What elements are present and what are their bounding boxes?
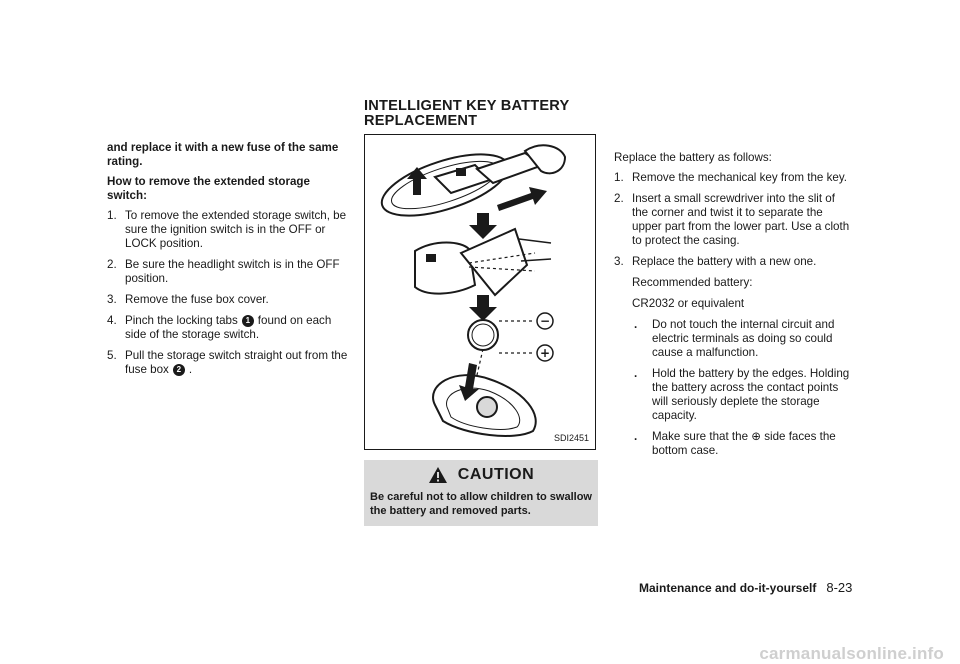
battery-replacement-figure xyxy=(364,134,596,450)
list-item xyxy=(634,367,852,423)
bullet-text: Do not touch the internal circuit and electric terminals as doing so could cause a malfunction. xyxy=(652,318,835,359)
step-text: Be sure the headlight switch is in the OFF position. xyxy=(125,258,340,285)
subheading: How to remove the extended storage switch: xyxy=(107,175,310,202)
bullet-dot: . xyxy=(634,430,638,443)
middle-column xyxy=(364,134,598,526)
step-number: 3. xyxy=(614,255,624,268)
left-column xyxy=(107,141,350,384)
arrow-down-icon xyxy=(469,213,497,239)
list-item xyxy=(614,192,852,248)
page-footer xyxy=(639,580,852,595)
chapter-title: Maintenance and do-it-yourself xyxy=(639,581,817,595)
step-text-post: found on each side of the storage switch. xyxy=(125,314,332,341)
arrow-down-icon xyxy=(469,295,497,321)
caution-title: CAUTION xyxy=(457,466,535,483)
bullet-text: Hold the battery by the edges. Holding the battery across the contact points will seriously deplete the storage capacity. xyxy=(652,367,850,422)
step-number: 1. xyxy=(107,209,117,222)
step-text: Insert a small screwdriver into the slit of the corner and twist it to separate the upper part from the lower part. Use a cloth to protect the casing. xyxy=(632,192,850,247)
bottom-case-icon xyxy=(433,375,536,436)
intro-text: Replace the battery as follows: xyxy=(614,151,772,164)
bullet-text-pre: Make sure that the xyxy=(652,430,749,443)
watermark-text: carmanualsonline.info xyxy=(759,644,944,663)
step-text-post: . xyxy=(188,363,193,376)
list-item xyxy=(107,349,350,377)
right-steps-list xyxy=(614,171,852,269)
left-steps-list xyxy=(107,209,350,377)
heading-line-1: INTELLIGENT KEY BATTERY xyxy=(364,98,570,114)
arrow-up-icon xyxy=(407,167,427,195)
recommended-value: CR2032 or equivalent xyxy=(632,297,745,310)
section-heading xyxy=(364,99,684,129)
bullet-dot: . xyxy=(634,367,638,380)
step-number: 4. xyxy=(107,314,117,327)
recommended-label: Recommended battery: xyxy=(632,276,753,289)
caution-header xyxy=(364,460,598,484)
step-text: To remove the extended storage switch, be sure the ignition switch is in the OFF or LOCK position. xyxy=(125,209,347,250)
right-column xyxy=(614,151,852,465)
key-fob-icon xyxy=(375,142,565,228)
heading-line-2: REPLACEMENT xyxy=(364,113,478,129)
list-item xyxy=(614,171,852,185)
key-battery-illustration xyxy=(365,135,597,451)
bullet-text-post: side faces the bottom case. xyxy=(652,430,836,457)
caution-text: Be careful not to allow children to swallow the battery and removed parts. xyxy=(370,491,592,517)
step-text-pre: Pinch the locking tabs xyxy=(125,314,238,327)
step-number: 2. xyxy=(107,258,117,271)
list-item xyxy=(634,318,852,360)
bullet-list xyxy=(614,318,852,458)
caution-box xyxy=(364,460,598,526)
list-item xyxy=(107,209,350,251)
arrow-right-icon xyxy=(497,187,547,211)
step-text-pre: Pull the storage switch straight out from the fuse box xyxy=(125,349,348,376)
plus-terminal-icon xyxy=(537,345,553,361)
battery-icon xyxy=(468,320,535,375)
watermark xyxy=(0,644,960,664)
step-number: 5. xyxy=(107,349,117,362)
list-item xyxy=(614,255,852,269)
plus-symbol: + xyxy=(539,346,551,360)
figure-label: SDI2451 xyxy=(553,433,589,443)
list-item xyxy=(634,430,852,458)
step-number: 3. xyxy=(107,293,117,306)
bullet-dot: . xyxy=(634,318,638,331)
callout-marker: 2 xyxy=(173,364,185,376)
step-number: 2. xyxy=(614,192,624,205)
warning-triangle-icon xyxy=(428,466,448,484)
step-text: Remove the fuse box cover. xyxy=(125,293,269,306)
intro-text: and replace it with a new fuse of the same rating. xyxy=(107,141,339,168)
page-number: 8-23 xyxy=(826,580,853,595)
minus-terminal-icon xyxy=(537,313,553,329)
list-item xyxy=(107,258,350,286)
step-text: Remove the mechanical key from the key. xyxy=(632,171,848,184)
list-item xyxy=(107,293,350,307)
plus-side-symbol: ⊕ xyxy=(751,430,761,443)
minus-symbol: − xyxy=(539,314,551,328)
step-number: 1. xyxy=(614,171,624,184)
callout-marker: 1 xyxy=(242,315,254,327)
list-item xyxy=(107,314,350,342)
step-text: Replace the battery with a new one. xyxy=(632,255,817,268)
